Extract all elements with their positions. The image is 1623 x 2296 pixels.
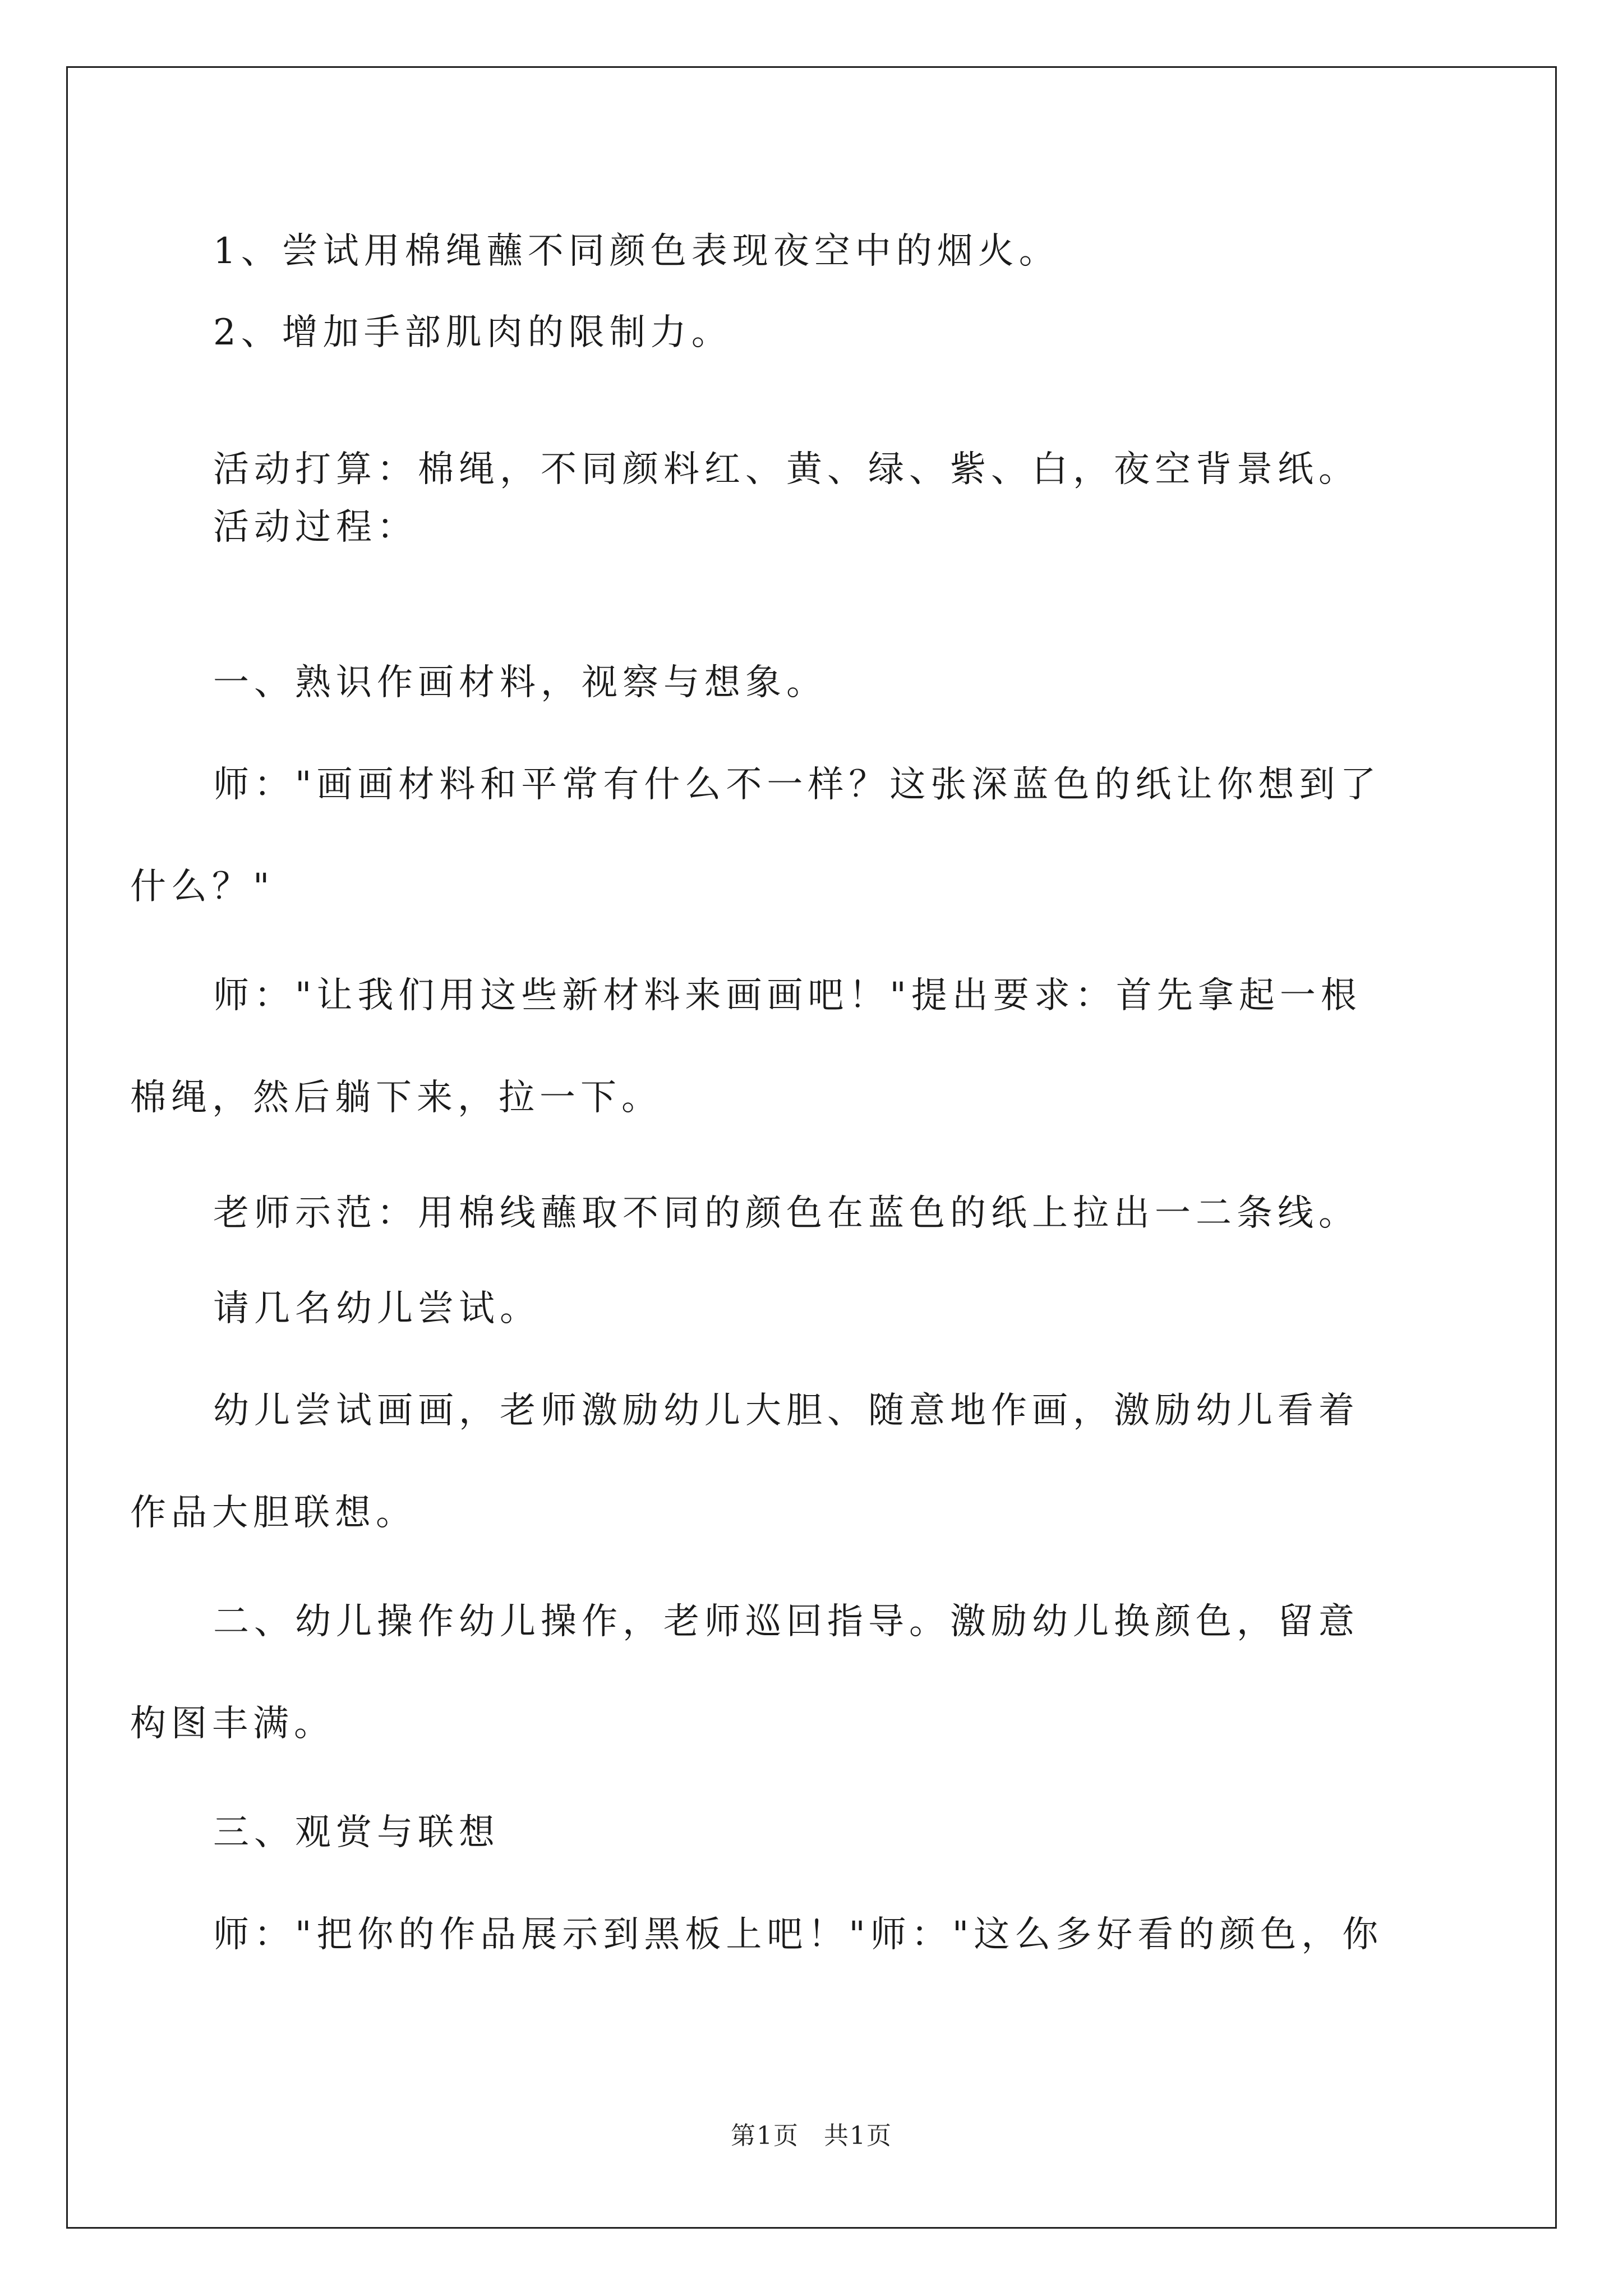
paragraph-line: 师："画画材料和平常有什么不一样？这张深蓝色的纸让你想到了 [213, 764, 1381, 806]
paragraph-line: 活动打算：棉绳，不同颜料红、黄、绿、紫、白，夜空背景纸。 [213, 449, 1359, 490]
paragraph-line: 活动过程： [213, 507, 418, 548]
paragraph-line: 作品大胆联想。 [130, 1492, 417, 1534]
paragraph-line: 幼儿尝试画画，老师激励幼儿大胆、随意地作画，激励幼儿看着 [213, 1390, 1359, 1432]
paragraph-line: 棉绳，然后躺下来，拉一下。 [130, 1077, 662, 1119]
paragraph-line: 师："让我们用这些新材料来画画吧！"提出要求：首先拿起一根 [213, 975, 1362, 1016]
page-number: 第1页 [731, 2122, 799, 2150]
paragraph-line: 老师示范：用棉线蘸取不同的颜色在蓝色的纸上拉出一二条线。 [213, 1193, 1359, 1234]
paragraph-line: 师："把你的作品展示到黑板上吧！"师："这么多好看的颜色，你 [213, 1914, 1384, 1955]
paragraph-line: 构图丰满。 [130, 1703, 335, 1745]
page-total: 共1页 [824, 2122, 892, 2150]
paragraph-line: 一、熟识作画材料，视察与想象。 [213, 662, 827, 703]
paragraph-line: 1、尝试用棉绳蘸不同颜色表现夜空中的烟火。 [213, 231, 1060, 272]
page-footer [0, 2120, 1623, 2152]
page-border [66, 66, 1557, 2229]
paragraph-line: 三、观赏与联想 [213, 1812, 500, 1853]
paragraph-line: 2、增加手部肌肉的限制力。 [213, 312, 732, 353]
paragraph-line: 二、幼儿操作幼儿操作，老师巡回指导。激励幼儿换颜色，留意 [213, 1601, 1359, 1642]
paragraph-line: 请几名幼儿尝试。 [213, 1288, 541, 1329]
paragraph-line: 什么？" [130, 866, 275, 908]
